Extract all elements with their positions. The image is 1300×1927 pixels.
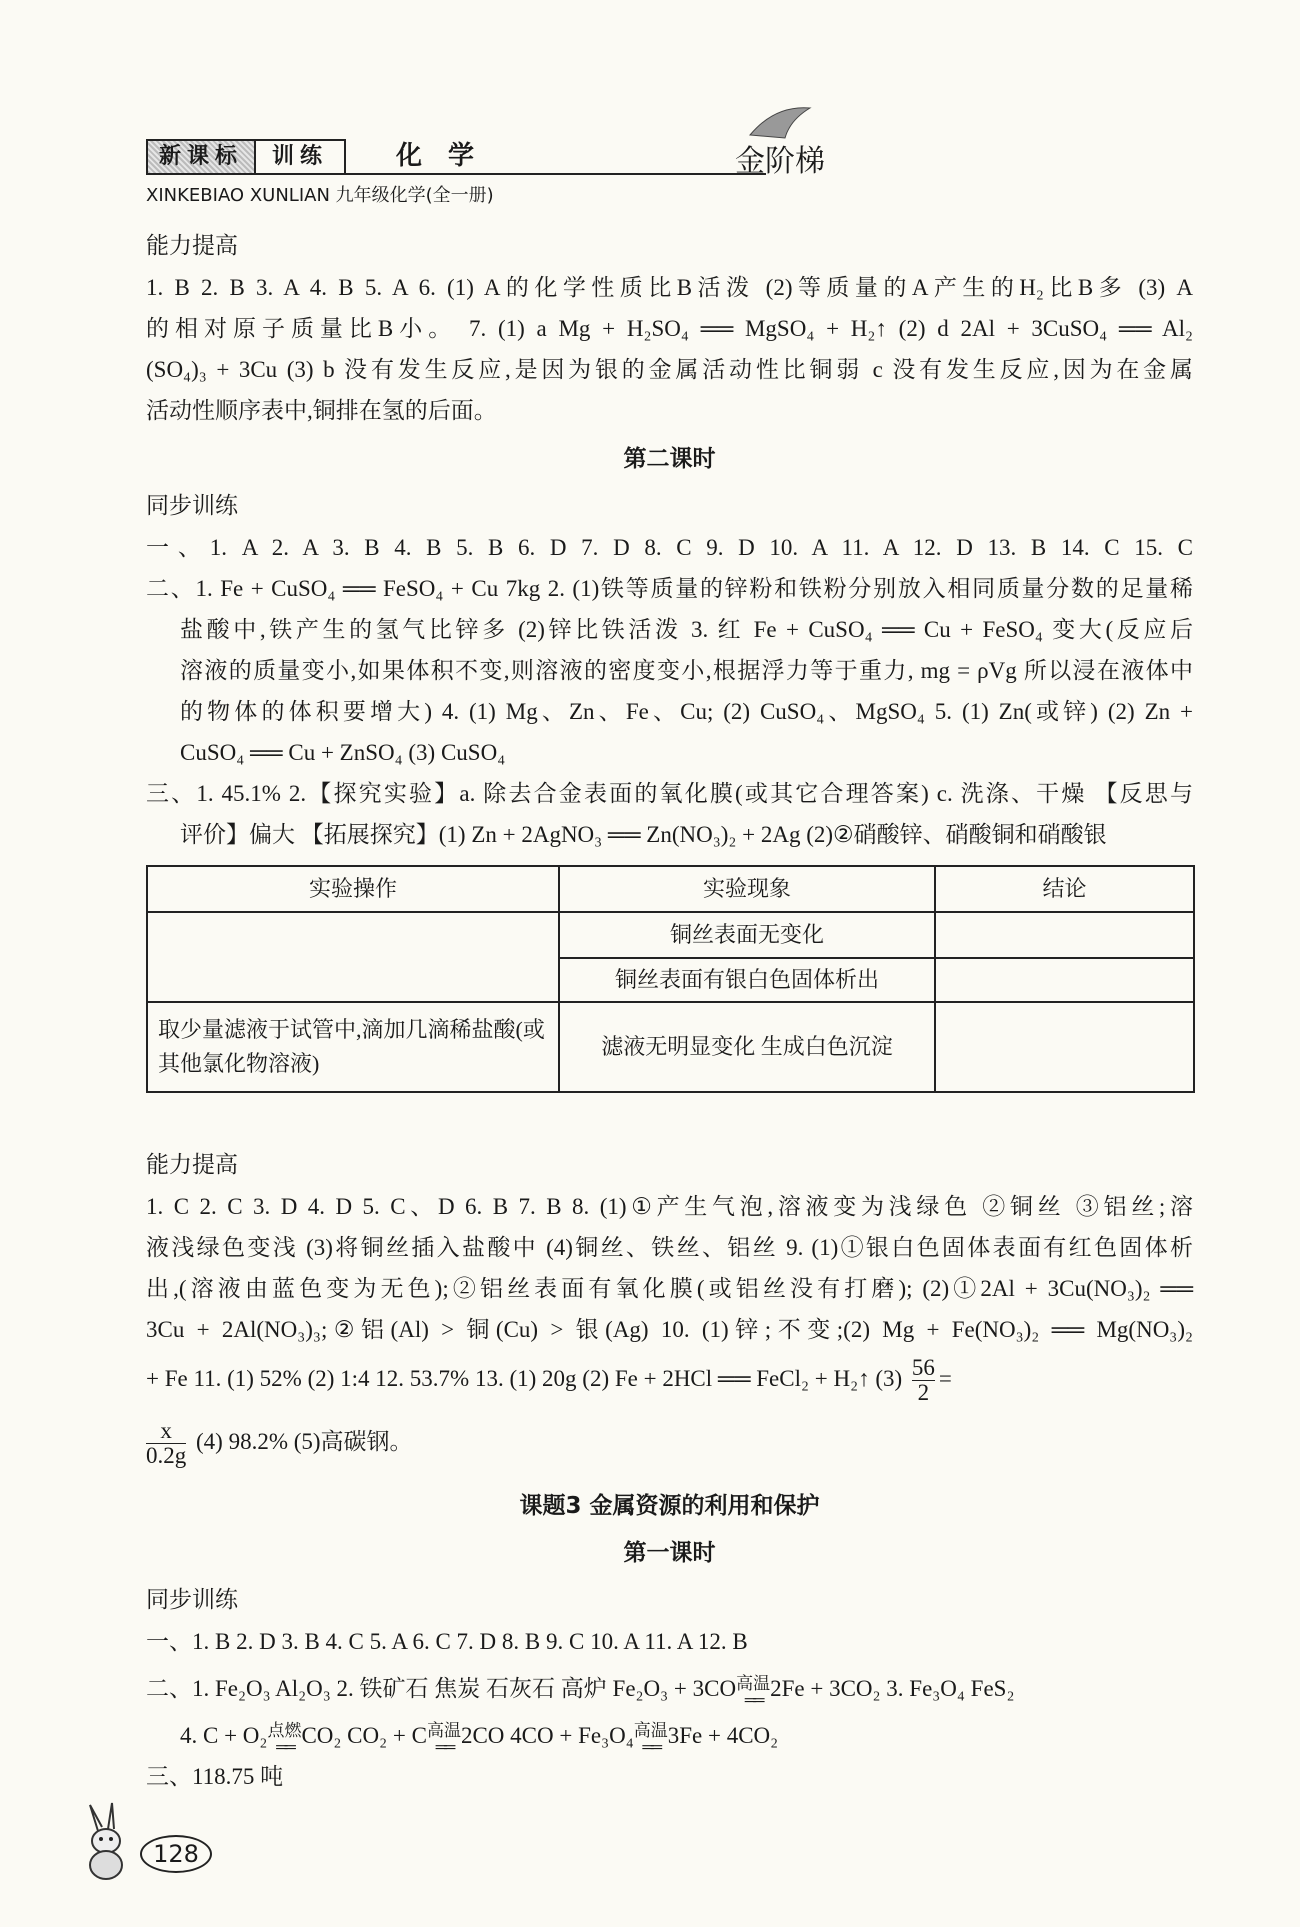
condition-arrow: ══ xyxy=(276,1739,293,1756)
page-number: 128 xyxy=(140,1835,212,1873)
condition-label: 点燃 xyxy=(267,1721,302,1741)
answer-text: (4) 98.2% (5)高碳钢。 xyxy=(196,1428,413,1454)
answer-line: (SO₄)₃ + 3Cu (3) b 没有发生反应,是因为银的金属活动性比铜弱 c 没有发生反应,因为在金属 xyxy=(146,357,1193,382)
table-cell: 铜丝表面有银白色固体析出 xyxy=(559,958,935,1002)
table-header: 结论 xyxy=(935,866,1194,912)
fraction-denominator: 2 xyxy=(917,1380,930,1405)
answer-line: 的相对原子质量比B小。 7. (1) a Mg + H₂SO₄ ══ MgSO₄ + H₂↑ (2) d 2Al + 3CuSO₄ ══ Al₂ xyxy=(146,316,1193,341)
book-subtitle: XINKEBIAO XUNLIAN 九年级化学(全一册) xyxy=(146,185,494,206)
table-cell xyxy=(935,1002,1194,1092)
section-heading: 同步训练 xyxy=(146,493,238,519)
answer-line: 3Cu + 2Al(NO₃)₃;②铝(Al) > 铜(Cu) > 银(Ag) 10. (1)锌;不变;(2) Mg + Fe(NO₃)₂ ══ Mg(NO₃)₂ xyxy=(146,1317,1193,1342)
logo-text: 金阶梯 xyxy=(735,144,825,179)
lesson-title: 第一课时 xyxy=(623,1540,716,1566)
table-cell: 铜丝表面无变化 xyxy=(559,912,935,958)
subject-title: 化学 xyxy=(396,141,501,171)
equals-sign: = xyxy=(938,1365,952,1391)
section-heading: 同步训练 xyxy=(146,1587,238,1613)
answer-text: CO₂ CO₂ + C xyxy=(301,1723,427,1748)
answer-line: 评价】偏大 【拓展探究】(1) Zn + 2AgNO₃ ══ Zn(NO₃)₂ + 2Ag (2)②硝酸锌、硝酸铜和硝酸银 xyxy=(180,822,1107,847)
answer-line xyxy=(146,1715,1193,1756)
fraction-numerator: x xyxy=(146,1419,186,1444)
reaction-condition xyxy=(267,1722,301,1756)
topic-title: 课题3 金属资源的利用和保护 xyxy=(519,1493,820,1519)
table-cell xyxy=(935,958,1194,1002)
fraction-denominator: 0.2g xyxy=(146,1443,187,1468)
answer-line: 一、1. A 2. A 3. B 4. B 5. B 6. D 7. D 8. C 9. D 10. A 11. A 12. D 13. B 14. C 15. C xyxy=(146,535,1193,560)
answer-text: 2Fe + 3CO₂ 3. Fe₃O₄ FeS₂ xyxy=(770,1676,1015,1701)
answer-line: 1. C 2. C 3. D 4. D 5. C、D 6. B 7. B 8. (1)①产生气泡,溶液变为浅绿色 ②铜丝 ③铝丝;溶 xyxy=(146,1194,1193,1219)
brand-box: 新课标 xyxy=(146,139,256,175)
answer-line xyxy=(146,1356,1193,1405)
answer-text: 二、1. Fe₂O₃ Al₂O₃ 2. 铁矿石 焦炭 石灰石 高炉 Fe₂O₃ + 3CO xyxy=(146,1676,737,1701)
answer-line: 液浅绿色变浅 (3)将铜丝插入盐酸中 (4)铜丝、铁丝、铝丝 9. (1)①银白色固体表面有红色固体析 xyxy=(146,1235,1193,1260)
section-heading: 能力提高 xyxy=(146,233,238,259)
condition-arrow: ══ xyxy=(435,1739,453,1756)
logo xyxy=(735,100,845,180)
reaction-condition xyxy=(634,1722,668,1756)
table-header: 实验现象 xyxy=(559,866,935,912)
answer-line xyxy=(146,1668,1193,1709)
book-logo-icon xyxy=(745,100,815,140)
table-cell xyxy=(935,912,1194,958)
brand-box-2: 训练 xyxy=(254,139,346,175)
table-cell: 滤液无明显变化 生成白色沉淀 xyxy=(559,1002,935,1092)
answer-line: 1. B 2. B 3. A 4. B 5. A 6. (1) A的化学性质比B活泼 (2)等质量的A产生的H₂比B多 (3) A xyxy=(146,275,1193,300)
answer-line: CuSO₄ ══ Cu + ZnSO₄ (3) CuSO₄ xyxy=(180,740,506,765)
condition-arrow: ══ xyxy=(744,1692,762,1709)
answer-line xyxy=(146,1419,1193,1468)
fraction xyxy=(912,1356,935,1405)
answer-content xyxy=(146,226,1193,1891)
answer-line: 的物体的体积要增大) 4. (1) Mg、Zn、Fe、Cu; (2) CuSO₄、MgSO₄ 5. (1) Zn(或锌) (2) Zn + xyxy=(180,699,1193,724)
table-header-row xyxy=(147,866,1194,912)
answer-line: 盐酸中,铁产生的氢气比锌多 (2)锌比铁活泼 3. 红 Fe + CuSO₄ ══ Cu + FeSO₄ 变大(反应后 xyxy=(180,617,1193,642)
condition-label: 高温 xyxy=(426,1721,461,1741)
table-cell: 取少量滤液于试管中,滴加几滴稀盐酸(或其他氯化物溶液) xyxy=(147,1002,559,1092)
answer-text: 2CO 4CO + Fe₃O₄ xyxy=(460,1723,634,1748)
lesson-title: 第二课时 xyxy=(623,446,716,472)
answer-line: 活动性顺序表中,铜排在氢的后面。 xyxy=(146,398,497,423)
section-heading: 能力提高 xyxy=(146,1152,238,1178)
page-footer xyxy=(78,1801,1193,1891)
table-row xyxy=(147,912,1194,958)
answer-line: 溶液的质量变小,如果体积不变,则溶液的密度变小,根据浮力等于重力, mg = ρVg 所以浸在液体中 xyxy=(180,658,1193,683)
fraction-numerator: 56 xyxy=(911,1355,935,1380)
answer-line: 出,(溶液由蓝色变为无色);②铝丝表面有氧化膜(或铝丝没有打磨); (2)①2Al + 3Cu(NO₃)₂ ══ xyxy=(146,1276,1193,1301)
condition-label: 高温 xyxy=(633,1721,668,1741)
reaction-condition xyxy=(736,1675,770,1709)
answer-line: 一、1. B 2. D 3. B 4. C 5. A 6. C 7. D 8. B 9. C 10. A 11. A 12. B xyxy=(146,1629,748,1654)
answer-text: 3Fe + 4CO₂ xyxy=(667,1723,779,1748)
rabbit-icon xyxy=(78,1801,138,1881)
condition-label: 高温 xyxy=(736,1674,771,1694)
book-header xyxy=(146,139,766,175)
answer-line: 二、1. Fe + CuSO₄ ══ FeSO₄ + Cu 7kg 2. (1)铁等质量的锌粉和铁粉分别放入相同质量分数的足量稀 xyxy=(146,576,1193,601)
fraction xyxy=(146,1419,186,1468)
answer-text: 4. C + O₂ xyxy=(180,1723,268,1748)
experiment-table xyxy=(146,865,1195,1093)
answer-line: 三、118.75 吨 xyxy=(146,1764,284,1789)
answer-text: + Fe 11. (1) 52% (2) 1:4 12. 53.7% 13. (1) 20g (2) Fe + 2HCl ══ FeCl₂ + H₂↑ (3) xyxy=(146,1365,903,1391)
answer-line: 三、1. 45.1% 2.【探究实验】a. 除去合金表面的氧化膜(或其它合理答案) c. 洗涤、干燥 【反思与 xyxy=(146,781,1193,806)
reaction-condition xyxy=(427,1722,461,1756)
condition-arrow: ══ xyxy=(642,1739,660,1756)
table-header: 实验操作 xyxy=(147,866,559,912)
table-cell xyxy=(147,912,559,1002)
table-row xyxy=(147,1002,1194,1092)
